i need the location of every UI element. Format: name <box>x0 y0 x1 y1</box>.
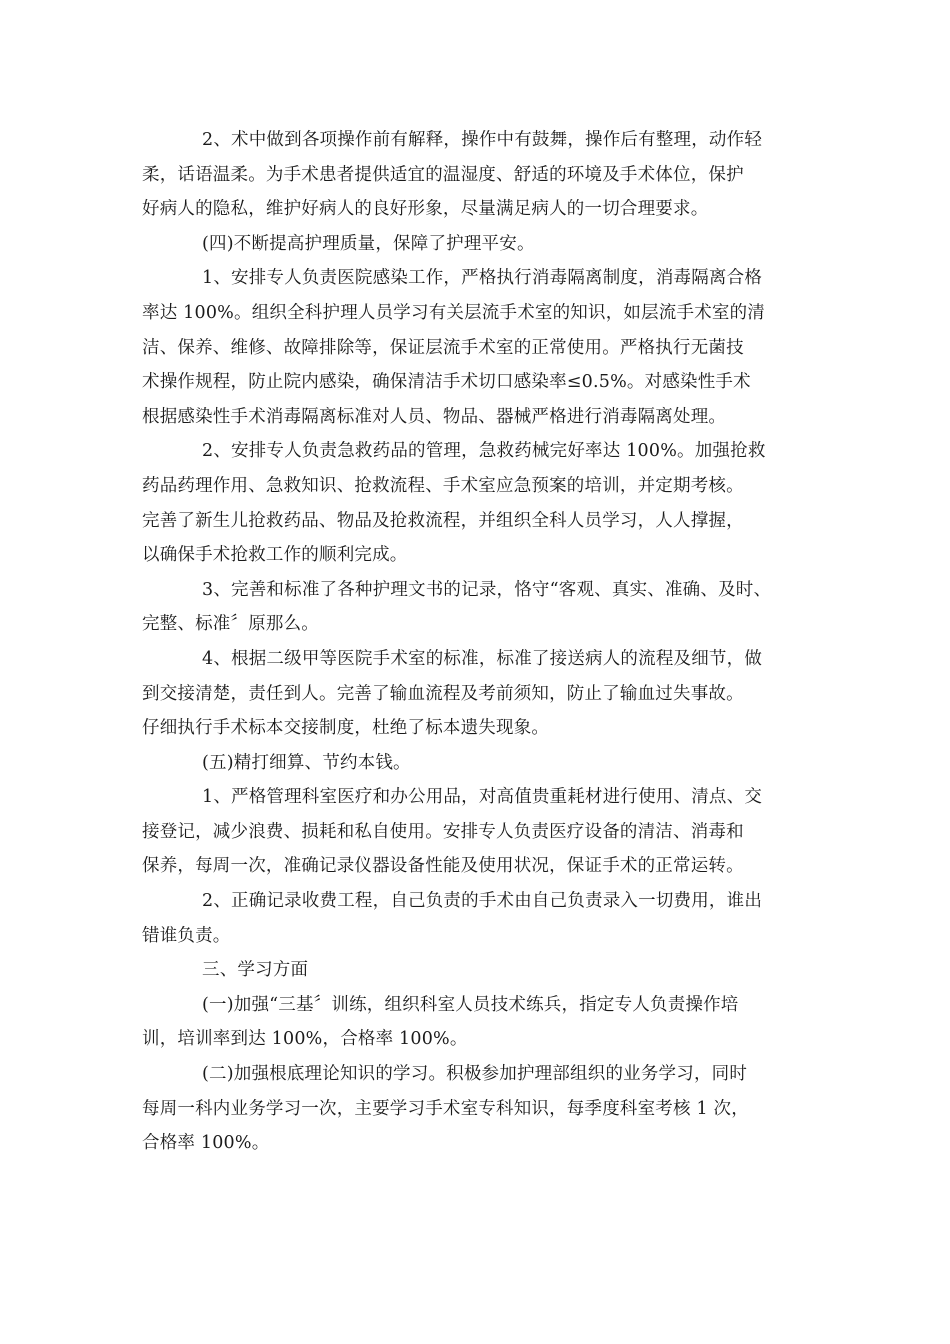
text-line: 合格率 100%。 <box>142 1133 270 1154</box>
text-line: 2、正确记录收费工程，自己负责的手术由自己负责录入一切费用，谁出 <box>202 891 763 912</box>
paragraph-nursing-records <box>142 573 822 642</box>
text-line: 3、完善和标准了各种护理文书的记录，恪守“客观、真实、准确、及时、 <box>202 579 772 600</box>
text-line: 1、安排专人负责医院感染工作，严格执行消毒隔离制度，消毒隔离合格 <box>202 268 763 289</box>
text-line: 4、根据二级甲等医院手术室的标准，标准了接送病人的流程及细节，做 <box>202 648 763 669</box>
text-line: 1、严格管理科室医疗和办公用品，对高值贵重耗材进行使用、清点、交 <box>202 787 763 808</box>
text-line: 根据感染性手术消毒隔离标准对人员、物品、器械严格进行消毒隔离处理。 <box>142 406 727 427</box>
paragraph-three-basics <box>142 988 822 1057</box>
text-line: 训，培训率到达 100%，合格率 100%。 <box>142 1029 468 1050</box>
paragraph-theory-study <box>142 1057 822 1161</box>
text-line: 以确保手术抢救工作的顺利完成。 <box>142 545 408 566</box>
heading-line: (四)不断提高护理质量，保障了护理平安。 <box>202 233 535 254</box>
paragraph-billing <box>142 884 822 953</box>
text-line: 完整、标准〞原那么。 <box>142 614 319 635</box>
paragraph-emergency-drugs <box>142 434 822 572</box>
paragraph-infection-control <box>142 261 822 434</box>
text-line: 好病人的隐私，维护好病人的良好形象，尽量满足病人的一切合理要求。 <box>142 199 709 220</box>
section-heading-quality <box>142 227 822 262</box>
section-heading-learning <box>142 953 822 988</box>
text-line: 每周一科内业务学习一次，主要学习手术室专科知识，每季度科室考核 1 次， <box>142 1098 749 1119</box>
text-line: (二)加强根底理论知识的学习。积极参加护理部组织的业务学习，同时 <box>202 1064 748 1085</box>
paragraph-patient-transfer <box>142 642 822 746</box>
text-line: 药品药理作用、急救知识、抢救流程、手术室应急预案的培训，并定期考核。 <box>142 475 744 496</box>
text-line: 洁、保养、维修、故障排除等，保证层流手术室的正常使用。严格执行无菌技 <box>142 337 744 358</box>
heading-line: 三、学习方面 <box>202 960 309 981</box>
text-line: 完善了新生儿抢救药品、物品及抢救流程，并组织全科人员学习，人人撑握， <box>142 510 744 531</box>
section-heading-cost <box>142 746 822 781</box>
text-line: 接登记，减少浪费、损耗和私自使用。安排专人负责医疗设备的清洁、消毒和 <box>142 821 744 842</box>
text-line: 率达 100%。组织全科护理人员学习有关层流手术室的知识，如层流手术室的清 <box>142 302 765 323</box>
paragraph-surgery-care <box>142 123 822 227</box>
text-line: (一)加强“三基〞训练，组织科室人员技术练兵，指定专人负责操作培 <box>202 994 739 1015</box>
text-line: 仔细执行手术标本交接制度，杜绝了标本遗失现象。 <box>142 718 550 739</box>
paragraph-supplies <box>142 780 822 884</box>
text-line: 到交接清楚，责任到人。完善了输血流程及考前须知，防止了输血过失事故。 <box>142 683 744 704</box>
text-line: 2、术中做到各项操作前有解释，操作中有鼓舞，操作后有整理，动作轻 <box>202 130 763 150</box>
heading-line: (五)精打细算、节约本钱。 <box>202 752 411 773</box>
text-line: 术操作规程，防止院内感染，确保清洁手术切口感染率≤0.5%。对感染性手术 <box>142 372 751 393</box>
text-line: 2、安排专人负责急救药品的管理，急救药械完好率达 100%。加强抢救 <box>202 441 766 462</box>
text-line: 保养，每周一次，准确记录仪器设备性能及使用状况，保证手术的正常运转。 <box>142 856 744 877</box>
document-body <box>142 123 822 1161</box>
text-line: 柔，话语温柔。为手术患者提供适宜的温湿度、舒适的环境及手术体位，保护 <box>142 164 744 185</box>
text-line: 错谁负责。 <box>142 925 231 946</box>
